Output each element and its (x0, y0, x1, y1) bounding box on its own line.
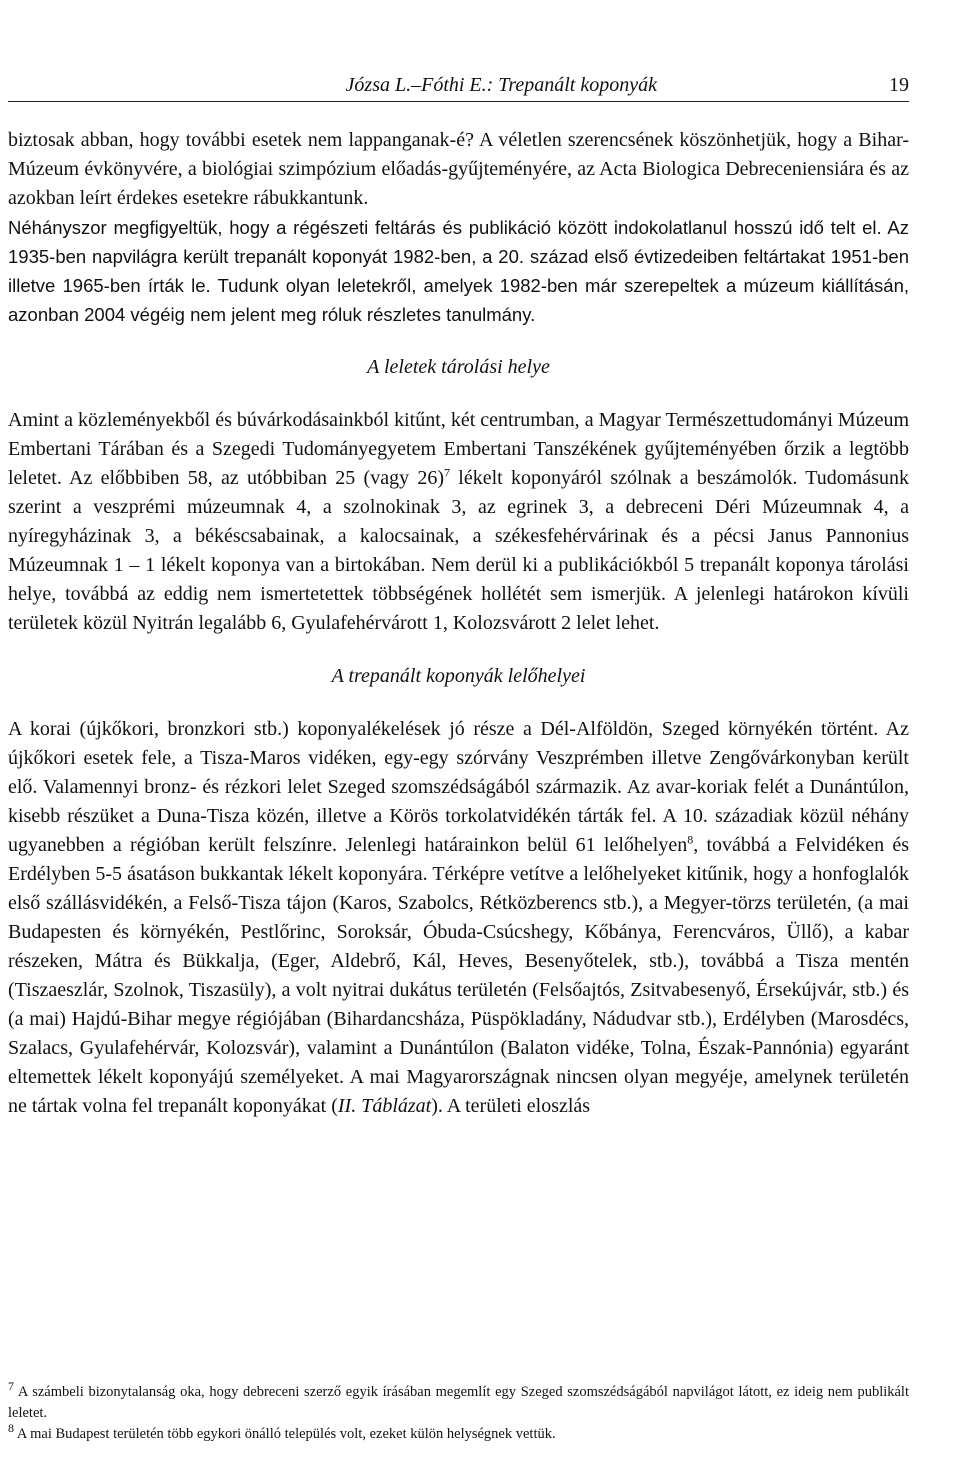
section-heading-storage: A leletek tárolási helye (367, 356, 550, 378)
paragraph-3-part-b: lékelt koponyáról szólnak a beszámolók. Tudomásunk szerint a veszprémi múzeumnak 4, a szolnokinak 3, az egrinek 3, a debreceni Déri Múzeumnak 4, a nyíregyházinak 3, a békéscsabainak, a kalocsainak, a székesfehérvárinak és a pécsi Janus Pannonius Múzeumnak 1 – 1 lékelt koponya van a birtokában. Nem derül ki a publikációkból 5 trepanált koponya tárolási helye, továbbá az eddig nem ismertetettek többségének hollétét sem ismerjük. A jelenlegi határokon kívüli területek közül Nyitrán legalább 6, Gyulafehérvárott 1, Kolozsvárott 2 lelet lehet. (8, 467, 909, 634)
paragraph-3-part-a: Amint a közleményekből és búvárkodásainkból kitűnt, két centrumban, a Magyar Természettudományi Múzeum Embertani Tárában és a Szegedi Tudományegyetem Embertani Tanszékének gyűjteményében őrzik a legtöbb leletet. Az előbbiben 58, az utóbbiban 25 (vagy 26) (8, 409, 909, 489)
paragraph-4-part-b: , továbbá a Felvidéken és Erdélyben 5-5 ásatáson bukkantak lékelt koponyára. Térképre vetítve a lelőhelyeket kitűnik, hogy a honfoglalók első szállásvidékén, a Felső-Tisza tájon (Karos, Szabolcs, Rétközberencs stb.), a Megyer-törzs területén, (a mai Budapesten és környékén, Pestlőrinc, Soroksár, Óbuda-Csúcshegy, Kőbánya, Ferencváros, Üllő), a kabar részeken, Mátra és Bükkalja, (Eger, Aldebrő, Kál, Heves, Besenyőtelek, stb.), továbbá a Tisza mentén (Tiszaeszlár, Szolnok, Tiszasüly), a volt nyitrai dukátus területén (Felsőajtós, Zsitvabesenyő, Érsekújvár, stb.) és (a mai) Hajdú-Bihar megye régiójában (Bihardancsháza, Püspökladány, Nádudvar stb.), Erdélyben (Marosdécs, Szalacs, Gyulafehérvár, Kolozsvár), valamint a Dunántúlon (Balaton vidéke, Tolna, Észak-Pannónia) egyaránt eltemettek lékelt koponyájú személyeket. A mai Magyarországnak nincsen olyan megyéje, amelynek területén ne tártak volna fel trepanált koponyákat ( (8, 834, 909, 1117)
body-text (8, 126, 909, 1121)
running-header (8, 74, 909, 98)
paragraph-4-part-a: A korai (újkőkori, bronzkori stb.) koponyalékelések jó része a Dél-Alföldön, Szeged környékén történt. Az újkőkori esetek fele, a Tisza-Maros vidéken, egy-egy szórvány Veszprémben illetve Zengővárkonyban került elő. Valamennyi bronz- és rézkori lelet Szeged szomszédságából származik. Az avar-koriak felét a Dunántúlon, kisebb részüket a Duna-Tisza közén, illetve a Körös torkolatvidékén tárták fel. A 10. századiak közül néhány ugyanebben a régióban került felszínre. Jelenlegi határainkon belül 61 lelőhelyen (8, 718, 909, 856)
footnote-7 (8, 1379, 909, 1424)
header-rule (8, 101, 909, 102)
running-title: Józsa L.–Fóthi E.: Trepanált koponyák (345, 74, 657, 96)
footnote-ref-8[interactable]: 8 (687, 832, 694, 847)
paragraph-3 (8, 406, 909, 638)
paragraph-4 (8, 715, 909, 1121)
footnote-7-text: A számbeli bizonytalanság oka, hogy debreceni szerző egyik írásában megemlít egy Szeged szomszédságából napvilágot látott, ez ideig nem publikált leletet. (8, 1384, 909, 1421)
footnote-8-number: 8 (8, 1421, 14, 1436)
table-reference[interactable]: II. Táblázat (337, 1095, 432, 1117)
footnote-8-text: A mai Budapest területén több egykori önálló település volt, ezeket külön helységnek vettük. (14, 1426, 556, 1442)
footnote-7-number: 7 (8, 1379, 14, 1394)
footnote-8 (8, 1421, 909, 1445)
footnote-ref-7[interactable]: 7 (444, 465, 451, 480)
page-number: 19 (889, 74, 909, 96)
paragraph-4-part-c: ). A területi eloszlás (431, 1095, 591, 1117)
paragraph-2: Néhányszor megfigyeltük, hogy a régészeti feltárás és publikáció között indokolatlanul hosszú idő telt el. Az 1935-ben napvilágra került trepanált koponyát 1982-ben, a 20. század első évtizedeiben feltártakat 1951-ben illetve 1965-ben írták le. Tudunk olyan leletekről, amelyek 1982-ben már szerepeltek a múzeum kiállításán, azonban 2004 végéig nem jelent meg róluk részletes tanulmány. (8, 217, 909, 325)
section-heading-sites: A trepanált koponyák lelőhelyei (331, 665, 586, 687)
footnotes (8, 1379, 909, 1445)
paragraph-1: biztosak abban, hogy további esetek nem lappanganak-é? A véletlen szerencsének köszönhetjük, hogy a Bihar-Múzeum évkönyvére, a biológiai szimpózium előadás-gyűjteményére, az Acta Biologica Debreceniensiára és az azokban leírt érdekes esetekre rábukkantunk. (8, 129, 909, 209)
